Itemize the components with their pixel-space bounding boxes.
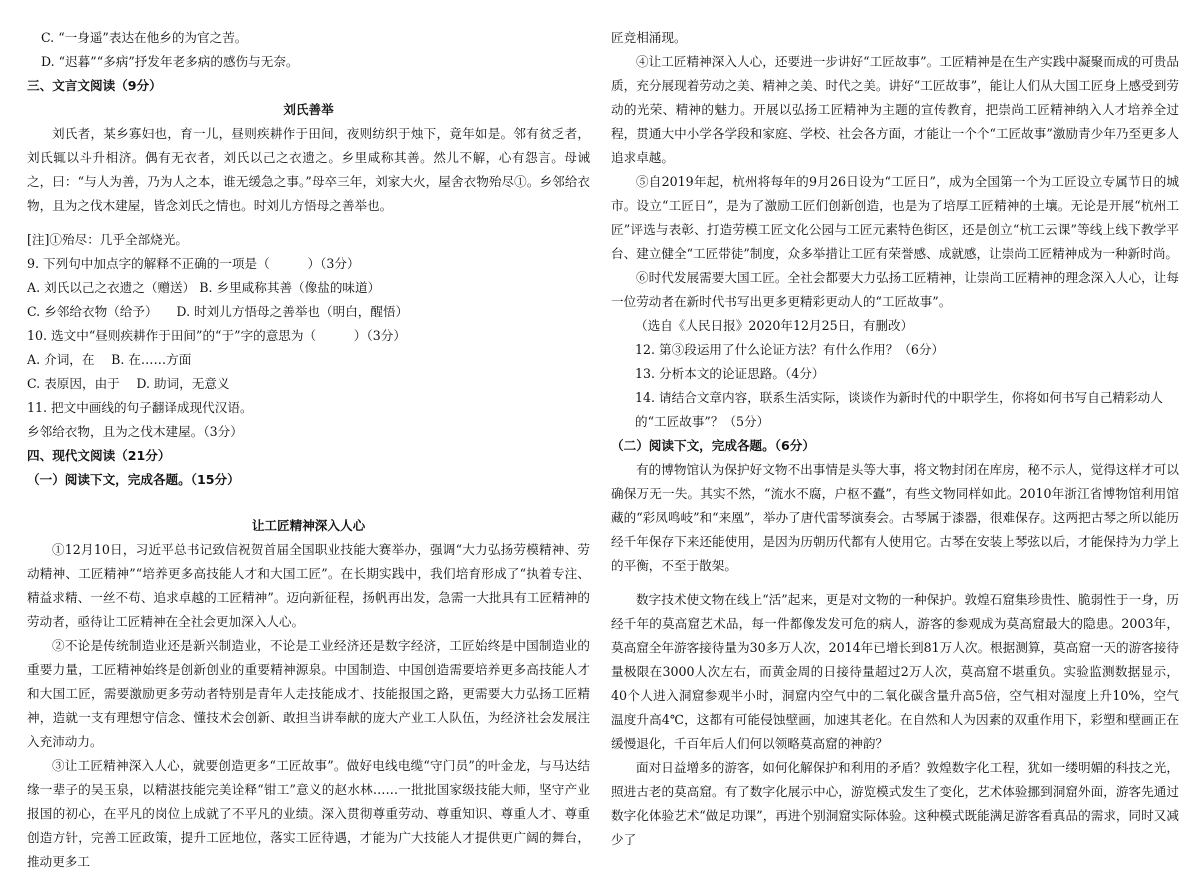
left-column bbox=[27, 26, 590, 874]
article-paragraph-3-continued: 匠竞相涌现。 bbox=[611, 30, 687, 45]
question-10-options-ab: A. 介词，在 B. 在……方面 bbox=[27, 352, 192, 367]
question-9: 9. 下列句中加点字的解释不正确的一项是（ ）（3分） bbox=[27, 256, 360, 271]
annotation-note: [注]①殆尽：几乎全部烧光。 bbox=[27, 232, 188, 247]
right-column bbox=[611, 26, 1179, 852]
article-paragraph-4: ④让工匠精神深入人心，还要进一步讲好“工匠故事”。工匠精神是在生产实践中凝聚而成的可贵品质，充分展现着劳动之美、精神之美、时代之美。讲好“工匠故事”，能让人们从大国工匠身上感受到劳动的光荣、精神的魅力。开展以弘扬工匠精神为主题的宣传教育，把崇尚工匠精神纳入人才培养全过程，贯通大中小学各学段和家庭、学校、社会各方面，才能让一个个“工匠故事”激励青少年乃至更多人追求卓越。 bbox=[611, 54, 1179, 165]
question-12: 12. 第③段运用了什么论证方法？有什么作用？（6分） bbox=[635, 342, 945, 357]
reading-paragraph-3: 面对日益增多的游客，如何化解保护和利用的矛盾？敦煌数字化工程，犹如一缕明媚的科技之光，照进古老的莫高窟。有了数字化展示中心，游览模式发生了变化，艺术体验挪到洞窟外面，游客先通过数字化体验艺术“做足功课”，再进个别洞窟实际体验。这种模式既能满足游客看真品的需求，同时又减少了 bbox=[611, 760, 1179, 847]
question-10: 10. 选文中“昼则疾耕作于田间”的“于”字的意思为（ ）（3分） bbox=[27, 328, 406, 343]
question-9-options-ab: A. 刘氏以己之衣遗之（赠送） B. 乡里咸称其善（像盐的味道） bbox=[27, 280, 381, 295]
question-11-sentence: 乡邻给衣物，且为之伐木建屋。（3分） bbox=[27, 424, 243, 439]
question-13: 13. 分析本文的论证思路。（4分） bbox=[635, 366, 825, 381]
poem-option-d: D. “迟暮”“多病”抒发年老多病的感伤与无奈。 bbox=[41, 54, 299, 69]
section-3-heading: 三、文言文阅读（9分） bbox=[27, 78, 162, 93]
question-11: 11. 把文中画线的句子翻译成现代汉语。 bbox=[27, 400, 253, 415]
article-source: （选自《人民日报》2020年12月25日，有删改） bbox=[635, 318, 914, 333]
section-4-heading: 四、现代文阅读（21分） bbox=[27, 448, 171, 463]
subsection-2-heading: （二）阅读下文，完成各题。（6分） bbox=[611, 438, 815, 453]
article-paragraph-3: ③让工匠精神深入人心，就要创造更多“工匠故事”。做好电线电缆“守门员”的叶金龙，与马达结缘一辈子的吴玉泉，以精湛技能完美诠释“钳工”意义的赵水林……一批批国家级技能大师，坚守产业报国的初心，在平凡的岗位上成就了不平凡的业绩。深入贯彻尊重劳动、尊重知识、尊重人才、尊重创造方针，完善工匠政策，提升工匠地位，落实工匠待遇，才能为广大技能人才提供更广阔的舞台，推动更多工 bbox=[27, 758, 590, 869]
question-14: 14. 请结合文章内容，联系生活实际，谈谈作为新时代的中职学生，你将如何书写自己精彩动人的“工匠故事”？（5分） bbox=[635, 390, 1163, 429]
subsection-1-heading: （一）阅读下文，完成各题。（15分） bbox=[27, 472, 240, 487]
article-paragraph-6: ⑥时代发展需要大国工匠。全社会都要大力弘扬工匠精神，让崇尚工匠精神的理念深入人心，让每一位劳动者在新时代书写出更多更精彩更动人的“工匠故事”。 bbox=[611, 270, 1179, 309]
article-paragraph-1: ①12月10日，习近平总书记致信祝贺首届全国职业技能大赛举办，强调“大力弘扬劳模精神、劳动精神、工匠精神”“培养更多高技能人才和大国工匠”。在长期实践中，我们培育形成了“执着专注、精益求精、一丝不苟、追求卓越的工匠精神”。迈向新征程，扬帆再出发，急需一大批具有工匠精神的劳动者，亟待让工匠精神在全社会更加深入人心。 bbox=[27, 542, 590, 629]
question-10-options-cd: C. 表原因，由于 D. 助词，无意义 bbox=[27, 376, 230, 391]
reading-paragraph-2: 数字技术使文物在线上“活”起来，更是对文物的一种保护。敦煌石窟集珍贵性、脆弱性于一身，历经千年的莫高窟艺术品，每一件都像发发可危的病人，游客的参观成为莫高窟最大的隐患。2003年，莫高窟全年游客接待量为30多万人次，2014年已增长到81万人次。根据测算，莫高窟一天的游客接待量极限在3000人次左右，而黄金周的日接待量超过2万人次，莫高窟不堪重负。实验监测数据显示，40个人进入洞窟参观半小时，洞窟内空气中的二氧化碳含量升高5倍，空气相对湿度上升10%，空气温度升高4℃，这都有可能侵蚀壁画，加速其老化。在自然和人为因素的双重作用下，彩塑和壁画正在缓慢退化，千百年后人们何以领略莫高窟的神韵？ bbox=[611, 592, 1179, 751]
poem-option-c: C. “一身遥”表达在他乡的为官之苦。 bbox=[41, 30, 248, 45]
question-9-options-cd: C. 乡邻给衣物（给予） D. 时刘儿方悟母之善举也（明白，醒悟） bbox=[27, 304, 409, 319]
classical-text-title: 刘氏善举 bbox=[283, 102, 334, 117]
article-paragraph-5: ⑤自2019年起，杭州将每年的9月26日设为“工匠日”，成为全国第一个为工匠设立专属节日的城市。设立“工匠日”，是为了激励工匠们创新创造，也是为了培厚工匠精神的土壤。无论是开展“杭州工匠”评选与表彰、打造劳模工匠文化公园与工匠元素特色街区，还是创立“杭工云课”等线上线下教学平台、建立健全“工匠带徒”制度，众多举措让工匠有荣誉感、成就感，让崇尚工匠精神成为一种新时尚。 bbox=[611, 174, 1179, 261]
classical-text-body: 刘氏者，某乡寡妇也，育一儿，昼则疾耕作于田间，夜则纺织于烛下，竟年如是。邻有贫乏者，刘氏辄以斗升相济。偶有无衣者，刘氏以己之衣遗之。乡里咸称其善。然儿不解，心有怨言。母诫之，曰：“与人为善，乃为人之本，谁无缓急之事。”母卒三年，刘家大火，屋舍衣物殆尽①。乡邻给衣物，且为之伐木建屋，皆念刘氏之情也。时刘儿方悟母之善举也。 bbox=[27, 126, 590, 213]
article-title: 让工匠精神深入人心 bbox=[251, 518, 366, 533]
reading-paragraph-1: 有的博物馆认为保护好文物不出事情是头等大事，将文物封闭在库房，秘不示人，觉得这样才可以确保万无一失。其实不然，“流水不腐，户枢不蠹”，有些文物同样如此。2010年浙江省博物馆利用馆藏的“彩凤鸣岐”和“来凰”，举办了唐代雷琴演奏会。古琴属于漆器，很难保存。这两把古琴之所以能历经千年保存下来还能使用，是因为历朝历代都有人使用它。古琴在安装上琴弦以后，才能保持为力学上的平衡，不至于散架。 bbox=[611, 462, 1179, 573]
article-paragraph-2: ②不论是传统制造业还是新兴制造业，不论是工业经济还是数字经济，工匠始终是中国制造业的重要力量，工匠精神始终是创新创业的重要精神源泉。中国制造、中国创造需要培养更多高技能人才和大国工匠，需要激励更多劳动者特别是青年人走技能成才、技能报国之路，更需要大力弘扬工匠精神，造就一支有理想守信念、懂技术会创新、敢担当讲奉献的庞大产业工人队伍，为经济社会发展注入充沛动力。 bbox=[27, 638, 590, 749]
